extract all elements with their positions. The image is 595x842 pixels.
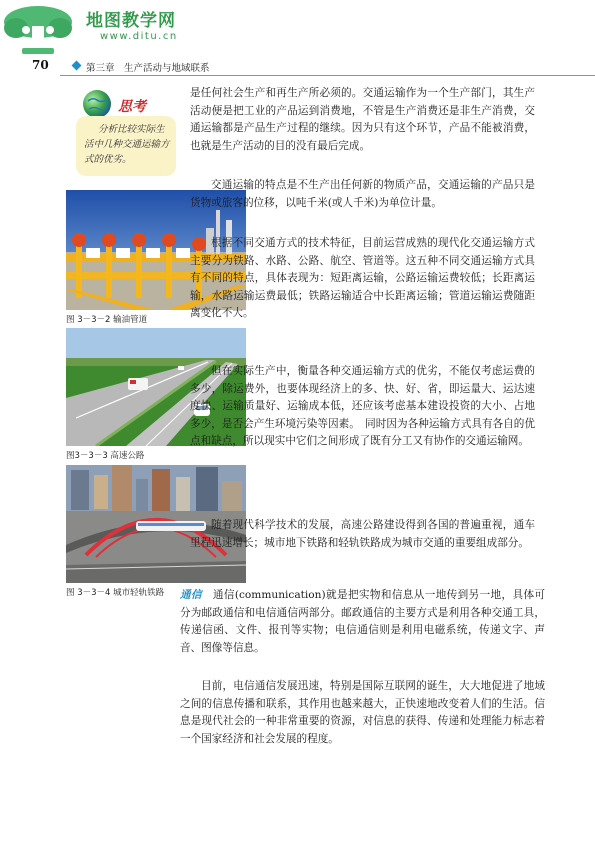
keyword-communication: 通信 xyxy=(180,589,202,601)
figure-caption: 图 3－3－4 城市轻轨铁路 xyxy=(66,588,165,598)
paragraph-6 xyxy=(180,587,545,657)
watermark-title: 地图教学网 xyxy=(86,11,176,31)
think-text: 分析比较实际生活中几种交通运输方式的优劣。 xyxy=(84,124,170,165)
figure-caption: 图3－3－3 高速公路 xyxy=(66,451,145,461)
header-rule xyxy=(60,75,595,76)
paragraph-7: 目前，电信通信发展迅速，特别是国际互联网的诞生，大大地促进了地域之间的信息传播和联系，其作用也越来越大，正快速地改变着人们的生活。信息是现代社会的一种非常重要的资源，对信息的获得、传递和处理能力标志着一个国家经济和社会发展的程度。 xyxy=(180,680,545,745)
think-title: 思考 xyxy=(118,99,146,115)
paragraph-2: 交通运输的特点是不生产出任何新的物质产品，交通运输的产品只是货物或旅客的位移，以吨千米(或人千米)为单位计量。 xyxy=(190,179,535,209)
paragraph-4: 但在实际生产中，衡量各种交通运输方式的优劣，不能仅考虑运费的多少，除运费外，也要体现经济上的多、快、好、省，即运量大、运达速度快、运输质量好、运输成本低，还应该考虑基本建设投资的大小、占地多少，是否会产生环境污染等因素。 同时因为各种运输方式具有各自的优点和缺点，所以现实中它们之间形成了既有分工又有协作的交通运输网。 xyxy=(190,365,535,448)
watermark-url: www.ditu.cn xyxy=(100,31,178,42)
page-number: 70 xyxy=(32,58,49,72)
figure-caption: 图 3－3－2 输油管道 xyxy=(66,315,148,325)
paragraph-1: 是任何社会生产和再生产所必须的。交通运输作为一个生产部门，其生产活动便是把工业的产品运到消费地，不管是生产消费还是非生产消费，交通运输都是产品生产过程的继续。因为只有这个环节，产品不能被消费，也就是生产活动的目的没有最后完成。 xyxy=(190,87,535,152)
tree-logo-icon xyxy=(2,4,74,56)
paragraph-5: 随着现代科学技术的发展，高速公路建设得到各国的普遍重视，通车里程迅速增长；城市地下铁路和轻轨铁路成为城市交通的重要组成部分。 xyxy=(190,519,535,549)
diamond-icon xyxy=(72,61,82,71)
chapter-title: 第三章 生产活动与地域联系 xyxy=(86,63,210,74)
paragraph-3: 根据不同交通方式的技术特征，目前运营成熟的现代化交通运输方式主要分为铁路、水路、公路、航空、管道等。这五种不同交通运输方式具有不同的特点，具体表现为：短距离运输，公路运输运费较低；长距离运输，水路运输运费最低；铁路运输适合中长距离运输；管道运输运费随距离变化不大。 xyxy=(190,237,535,320)
paragraph-6-text: 通信(communication)就是把实物和信息从一地传到另一地，具体可分为邮政通信和电信通信两部分。邮政通信的主要方式是利用各种交通工具，传递信函、文件、报刊等实物；电信通信则是利用电磁系统，传递文字、声音、图像等信息。 xyxy=(180,589,545,654)
globe-icon xyxy=(82,89,112,119)
